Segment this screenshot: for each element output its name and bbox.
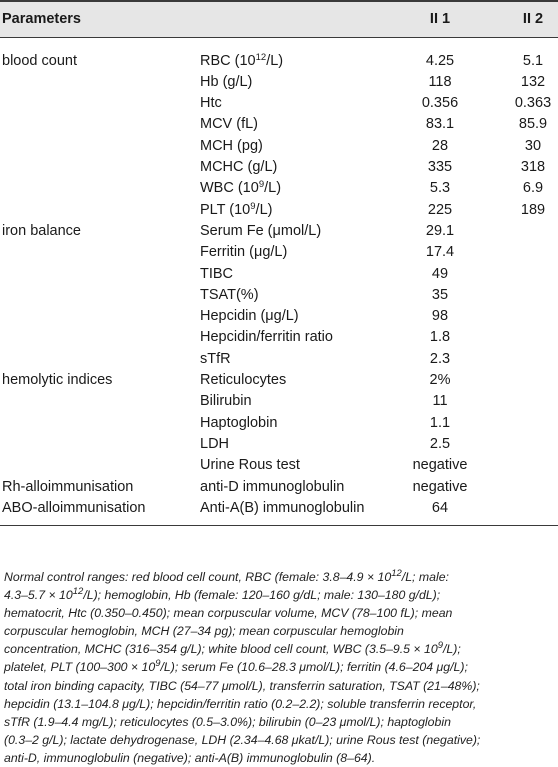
value-ii1: 2.5 (429, 435, 451, 452)
footnote-line: Normal control ranges: red blood cell count, RBC (female: $3.8-4.9 \times 10^{12}/L$; male: (4, 568, 449, 584)
footnote (4, 568, 556, 767)
row-parameter: Anti-A(B) immunoglobulin (200, 499, 365, 516)
value-ii2: 6.9 (522, 180, 544, 197)
row-parameter: Hepcidin (μg/L) (200, 308, 299, 325)
row-parameter: PLT $(10^9/L)$ (200, 200, 273, 218)
row-parameter: MCH (pg) (200, 137, 263, 154)
footnote-line: hepcidin (13.1–104.8 μg/L); hepcidin/ferritin ratio (0.2–2.2); soluble transferrin receptor, (4, 696, 477, 711)
value-ii2: 318 (520, 159, 546, 175)
value-ii2: 85.9 (518, 116, 548, 133)
superscript: 9 (258, 179, 265, 191)
row-parameter: TIBC (200, 265, 234, 282)
row-group-label: iron balance (2, 222, 81, 239)
value-ii2: 132 (520, 73, 546, 90)
row-parameter: MCHC (g/L) (200, 159, 278, 175)
header-col-ii2: II 2 (522, 11, 544, 27)
row-parameter: Haptoglobin (200, 414, 278, 431)
row-group-label: blood count (2, 52, 77, 69)
row-parameter: Ferritin (μg/L) (200, 244, 288, 261)
value-ii1: 83.1 (425, 116, 455, 133)
value-ii1: 5.3 (429, 180, 451, 197)
bottom-rule (0, 525, 558, 526)
value-ii1: 118 (428, 73, 452, 90)
value-ii2: 0.363 (514, 95, 552, 112)
row-parameter: anti-D immunoglobulin (200, 478, 345, 495)
row-parameter: Urine Rous test (200, 457, 300, 474)
header-rule (0, 37, 558, 38)
value-ii1: 11 (432, 393, 448, 410)
row-parameter: RBC $(10^{12}/L)$ (200, 51, 284, 69)
value-ii1: 0.356 (421, 95, 459, 112)
value-ii1: negative (412, 478, 468, 495)
row-parameter: Bilirubin (200, 393, 252, 410)
header-parameters: Parameters (2, 11, 81, 27)
value-ii1: 98 (431, 308, 449, 325)
row-group-label: ABO-alloimmunisation (2, 499, 146, 516)
row-parameter: Serum Fe (μmol/L) (200, 222, 322, 239)
value-ii1: 2.3 (429, 350, 451, 367)
row-parameter: TSAT(%) (200, 286, 259, 303)
value-ii2: 5.1 (522, 52, 544, 69)
footnote-line: total iron binding capacity, TIBC (54–77 μmol/L), transferrin saturation, TSAT (21–48%); (4, 678, 480, 693)
footnote-line: hematocrit, Htc (0.350–0.450); mean corpuscular volume, MCV (78–100 fL); mean (4, 606, 453, 621)
footnote-line: $4.3-5.7 \times 10^{12}/L$); hemoglobin, Hb (female: 120–160 g/dL; male: 130–180 g/dL); (4, 586, 441, 603)
footnote-line: corpuscular hemoglobin, MCH (27–34 pg); mean corpuscular hemoglobin (4, 624, 404, 639)
value-ii1: 1.1 (429, 414, 451, 431)
value-ii2: 30 (524, 137, 542, 154)
row-parameter: sTfR (200, 350, 231, 367)
value-ii2: 189 (520, 201, 546, 218)
row-parameter: MCV (fL) (200, 116, 258, 133)
row-group-label: hemolytic indices (2, 372, 113, 388)
value-ii1: 1.8 (429, 329, 451, 346)
value-ii1: 35 (431, 286, 449, 303)
row-group-label: Rh-alloimmunisation (2, 478, 134, 495)
row-parameter: Hb (g/L) (200, 73, 253, 90)
header-col-ii1: II 1 (429, 11, 451, 27)
superscript: 9 (250, 200, 256, 212)
value-ii1: 29.1 (425, 222, 455, 239)
value-ii1: 335 (427, 159, 453, 175)
value-ii1: 225 (427, 201, 453, 218)
superscript: 12 (255, 51, 267, 63)
value-ii1: 17.4 (425, 244, 455, 261)
value-ii1: 4.25 (425, 52, 455, 69)
row-parameter: Reticulocytes (200, 372, 287, 388)
row-parameter: Htc (200, 95, 222, 112)
top-rule (0, 0, 558, 2)
value-ii1: negative (412, 457, 468, 474)
value-ii1: 2% (429, 372, 451, 388)
value-ii1: 49 (431, 265, 449, 282)
value-ii1: 28 (431, 137, 449, 154)
row-parameter: Hepcidin/ferritin ratio (200, 329, 333, 346)
footnote-line: platelet, PLT $(100-300 \times 10^9/L)$; serum Fe (10.6–28.3 μmol/L); ferritin (4.6–204 μg/L); (4, 658, 468, 675)
row-parameter: WBC $(10^9/L)$ (200, 179, 282, 197)
row-parameter: LDH (200, 435, 230, 452)
value-ii1: 64 (431, 499, 449, 516)
footnote-line: (0.3–2 g/L); lactate dehydrogenase, LDH (2.34–4.68 μkat/L); urine Rous test (negative); (4, 732, 481, 747)
footnote-line: anti-D, immunoglobulin (negative); anti-A(B) immunoglobulin (8–64). (4, 750, 376, 765)
footnote-line: sTfR (1.9–4.4 mg/L); reticulocytes (0.5–3.0%); bilirubin (0–23 μmol/L); haptoglobin (4, 714, 451, 729)
footnote-line: concentration, MCHC (316–354 g/L); white blood cell count, WBC $(3.5-9.5 \times 10^9/L)$; (4, 640, 461, 657)
